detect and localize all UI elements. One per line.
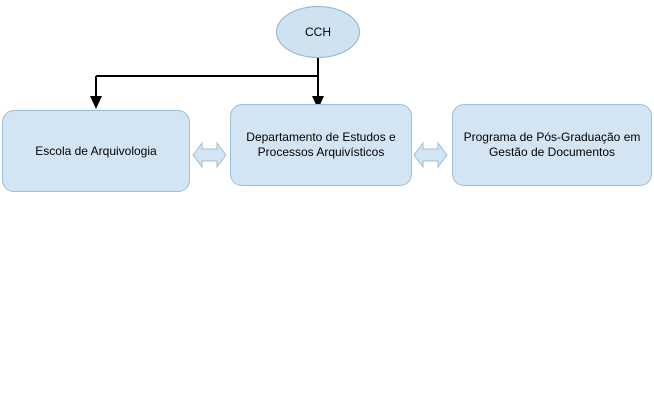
node-escola-de-arquivologia-label: Escola de Arquivologia — [35, 143, 157, 158]
double-arrow-right — [414, 143, 447, 167]
node-departamento-estudos-processos-arquivisticos[interactable] — [230, 104, 412, 186]
node-cch[interactable] — [276, 6, 360, 58]
double-arrow-left — [193, 143, 226, 167]
node-departamento-estudos-processos-arquivisticos-label: Departamento de Estudos e Processos Arquivísticos — [246, 130, 396, 159]
node-cch-label: CCH — [305, 25, 331, 39]
node-programa-pos-graduacao-gestao-documentos[interactable] — [452, 104, 652, 186]
node-programa-pos-graduacao-gestao-documentos-label: Programa de Pós-Graduação em Gestão de Documentos — [463, 130, 641, 159]
node-escola-de-arquivologia[interactable] — [2, 110, 190, 192]
